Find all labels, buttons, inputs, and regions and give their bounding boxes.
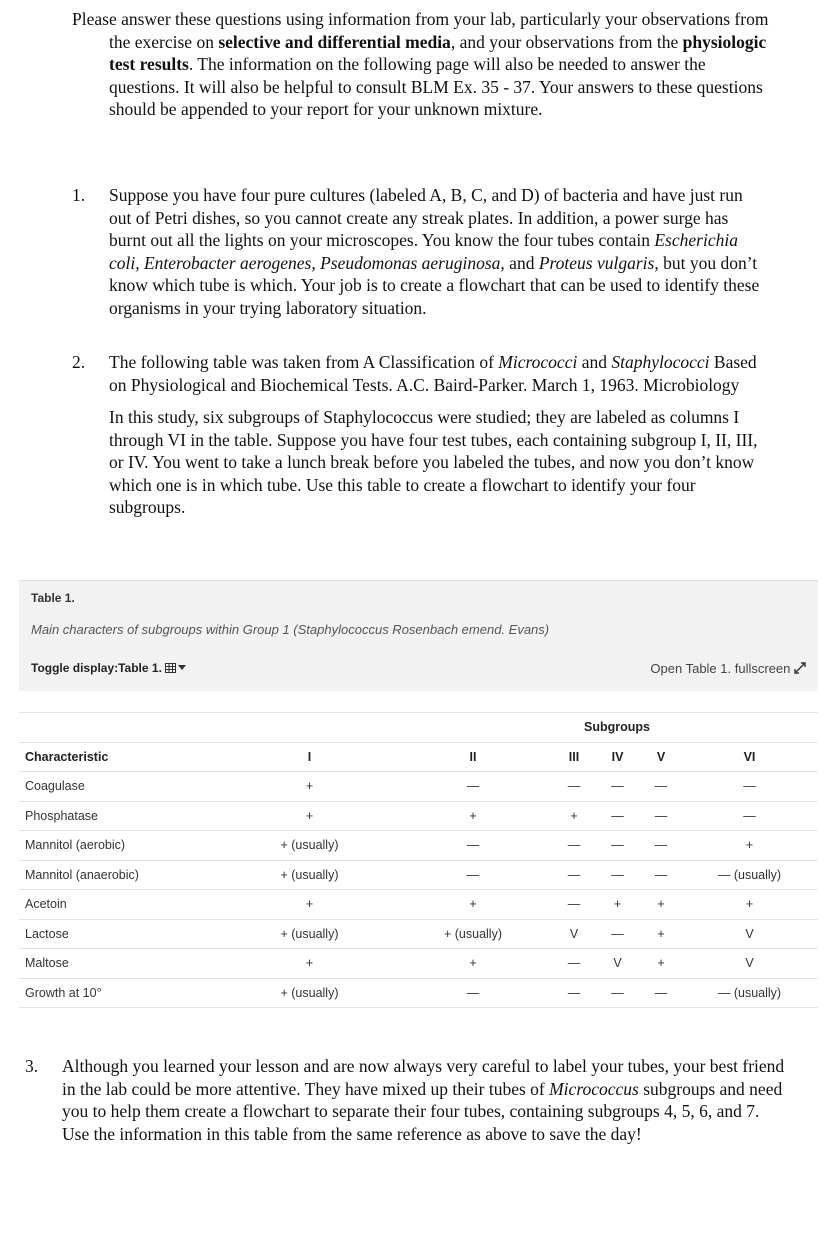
table-row — [19, 772, 818, 802]
table-row — [19, 860, 818, 890]
table-cell: — — [392, 831, 554, 861]
table-cell: — — [594, 831, 641, 861]
q2-italic-micrococci: Micrococci — [498, 352, 578, 372]
characteristic-cell: Mannitol (aerobic) — [19, 831, 227, 861]
table-caption-part-3: ) — [544, 622, 550, 637]
toggle-display-button[interactable] — [31, 661, 186, 675]
table-cell: — — [681, 772, 818, 802]
table-cell: + — [227, 801, 392, 831]
characteristic-cell: Lactose — [19, 919, 227, 949]
q2-italic-staphylococci: Staphylococci — [611, 352, 710, 372]
table-cell: — — [594, 978, 641, 1008]
table-row — [19, 919, 818, 949]
open-fullscreen-link[interactable] — [650, 661, 806, 676]
intro-text-1: Please answer these questions using information from your lab, particularly your observations from the exercise on — [72, 9, 769, 52]
table-cell: — — [554, 949, 594, 979]
subgroups-table-container — [19, 712, 818, 1008]
table-cell: V — [554, 919, 594, 949]
table-cell: V — [681, 949, 818, 979]
table-cell: — — [594, 860, 641, 890]
expand-arrow-icon — [794, 662, 806, 674]
instructions-paragraph — [72, 8, 772, 121]
table-row — [19, 949, 818, 979]
table-cell: + — [641, 919, 681, 949]
table-row — [19, 831, 818, 861]
q1-italic-species: Escherichia coli, Enterobacter aerogenes, Pseudomonas aeruginosa, — [109, 230, 738, 273]
q1-italic-proteus: Proteus vulgaris, — [538, 252, 659, 273]
table-group-header-row — [19, 713, 818, 743]
column-header: Characteristic — [19, 742, 227, 772]
table-row — [19, 801, 818, 831]
table-header-panel — [19, 580, 818, 691]
table-cell: + — [392, 949, 554, 979]
table-cell: + (usually) — [392, 919, 554, 949]
characteristic-cell: Maltose — [19, 949, 227, 979]
q1-text-3: but you don’t know which tube is which. Your job is to create a flowchart that can be used to identify these organisms in your trying laboratory situation. — [109, 252, 760, 318]
characteristic-cell: Mannitol (anaerobic) — [19, 860, 227, 890]
toggle-display-label: Toggle display:Table 1. — [31, 661, 162, 675]
characteristic-cell: Growth at 10° — [19, 978, 227, 1008]
table-cell: — — [641, 978, 681, 1008]
chevron-down-icon — [178, 665, 186, 671]
table-cell: + — [641, 949, 681, 979]
table-cell: — — [641, 772, 681, 802]
table-cell: + (usually) — [227, 919, 392, 949]
table-cell: — — [641, 801, 681, 831]
table-cell: — — [392, 860, 554, 890]
table-cell: V — [594, 949, 641, 979]
q3-italic-micrococcus: Micrococcus — [549, 1078, 639, 1099]
table-cell: — — [641, 860, 681, 890]
question-3-number: 3. — [25, 1056, 39, 1076]
table-cell: — — [554, 860, 594, 890]
table-cell: — — [554, 890, 594, 920]
table-cell: — — [554, 772, 594, 802]
subgroups-table — [19, 712, 818, 1008]
table-cell: — — [392, 772, 554, 802]
table-cell: — — [554, 978, 594, 1008]
table-cell: + — [227, 949, 392, 979]
characteristic-cell: Phosphatase — [19, 801, 227, 831]
q3-text-2: subgroups and need you to help them create a flowchart to separate their four tubes, containing subgroups 4, 5, 6, and 7. Use the information in this table from the same reference as above to save the day! — [62, 1078, 783, 1144]
table-row — [19, 978, 818, 1008]
table-caption-part-1: Main characters of subgroups within Group 1 ( — [31, 622, 298, 637]
q2-text-3: Based on Physiological and Biochemical Tests. A.C. Baird-Parker. March 1, 1963. Microbiology — [109, 352, 757, 395]
question-2-number: 2. — [72, 352, 86, 372]
table-label: Table 1. — [31, 591, 75, 605]
open-fullscreen-label: Open Table 1. fullscreen — [650, 661, 791, 676]
table-row — [19, 890, 818, 920]
table-cell: + — [681, 890, 818, 920]
table-cell: + — [392, 801, 554, 831]
intro-bold-media: selective and differential media — [218, 31, 451, 52]
table-cell: — — [641, 831, 681, 861]
table-column-header-row — [19, 742, 818, 772]
table-caption-part-2: Staphylococcus Rosenbach emend. Evans — [297, 622, 545, 637]
q2-paragraph-2: In this study, six subgroups of Staphylococcus were studied; they are labeled as columns I through VI in the table. Suppose you have four test tubes, each containing subgroup I, II, III, or IV. You went to take a lunch break before you labeled the tubes, and now you don’t know which one is in which tube. Use this table to create a flowchart to identify your four subgroups. — [109, 407, 758, 517]
table-cell: — (usually) — [681, 978, 818, 1008]
q2-text-1: The following table was taken from A Classification of — [109, 352, 499, 372]
column-header: V — [641, 742, 681, 772]
table-cell: + — [594, 890, 641, 920]
table-cell: V — [681, 919, 818, 949]
question-3 — [25, 1055, 785, 1145]
q2-text-2: and — [577, 352, 612, 372]
question-2 — [72, 351, 762, 519]
intro-bold-physiologic: physiologic test results — [109, 31, 767, 74]
q1-text-2: and — [504, 252, 539, 273]
column-header: I — [227, 742, 392, 772]
table-cell: + — [227, 890, 392, 920]
characteristic-cell: Acetoin — [19, 890, 227, 920]
question-1-number: 1. — [72, 185, 86, 205]
column-header: VI — [681, 742, 818, 772]
intro-text-3: . The information on the following page will also be needed to answer the questions. It will also be helpful to consult BLM Ex. 35 - 37. Your answers to these questions should be appended to your report for your unknown mixture. — [109, 54, 763, 119]
intro-text-2: , and your observations from the — [450, 31, 683, 52]
table-caption — [31, 622, 549, 637]
subgroups-header: Subgroups — [392, 713, 818, 743]
table-cell: — — [392, 978, 554, 1008]
table-cell: — — [594, 919, 641, 949]
q1-text-1: Suppose you have four pure cultures (labeled A, B, C, and D) of bacteria and have just run out of Petri dishes, so you cannot create any streak plates. In addition, a power surge has burnt out all the lights on your microscopes. You know the four tubes contain — [109, 185, 743, 250]
table-cell: — (usually) — [681, 860, 818, 890]
column-header: IV — [594, 742, 641, 772]
question-1 — [72, 184, 762, 319]
table-cell: — — [594, 801, 641, 831]
table-cell: + — [392, 890, 554, 920]
table-cell: + — [641, 890, 681, 920]
table-cell: + — [554, 801, 594, 831]
table-cell: + (usually) — [227, 978, 392, 1008]
characteristic-cell: Coagulase — [19, 772, 227, 802]
table-cell: + — [681, 831, 818, 861]
table-cell: — — [554, 831, 594, 861]
table-cell: + (usually) — [227, 831, 392, 861]
table-cell: + — [227, 772, 392, 802]
column-header: II — [392, 742, 554, 772]
q3-text-1: Although you learned your lesson and are now always very careful to label your tubes, your best friend in the lab could be more attentive. They have mixed up their tubes of — [62, 1056, 785, 1099]
table-cell: — — [681, 801, 818, 831]
table-cell: — — [594, 772, 641, 802]
table-grid-icon — [165, 663, 176, 673]
column-header: III — [554, 742, 594, 772]
table-cell: + (usually) — [227, 860, 392, 890]
